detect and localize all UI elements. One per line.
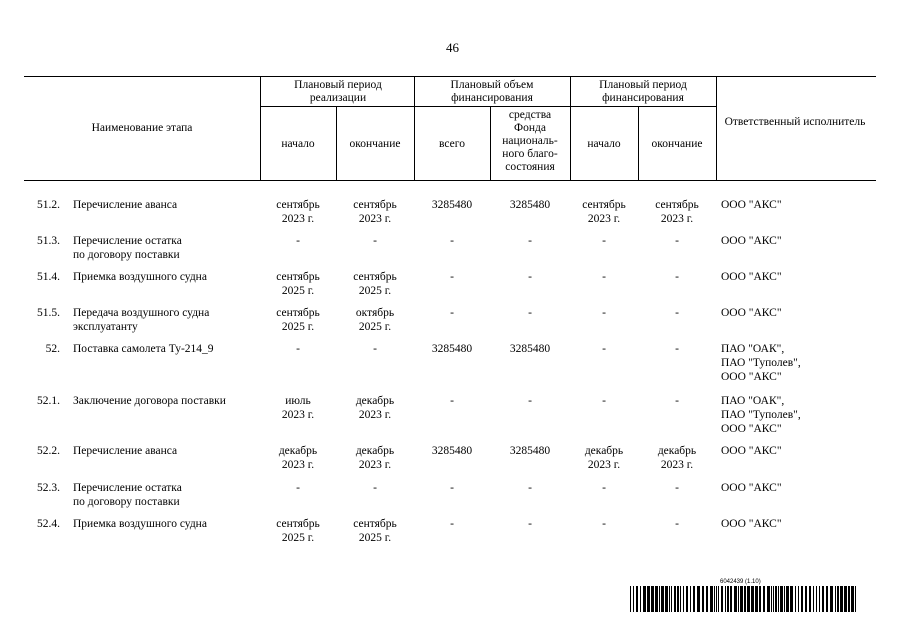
row-financing-start: - xyxy=(602,235,606,247)
row-realization-end: декабрь 2023 г. xyxy=(355,445,395,471)
col-divider xyxy=(414,76,415,180)
row-financing-start: декабрь 2023 г. xyxy=(584,445,624,471)
col-divider xyxy=(570,76,571,180)
row-financing-start: сентябрь 2023 г. xyxy=(582,199,626,225)
row-financing-end: декабрь 2023 г. xyxy=(657,445,697,471)
header-financing-total: всего xyxy=(439,138,465,150)
row-number: 51.2. xyxy=(37,199,60,211)
row-stage-name: Перечисление остатка по договору поставки xyxy=(73,235,182,261)
row-realization-end: сентябрь 2025 г. xyxy=(353,518,397,544)
row-stage-name: Приемка воздушного судна xyxy=(73,518,207,530)
row-financing-end: - xyxy=(675,271,679,283)
row-financing-end: сентябрь 2023 г. xyxy=(655,199,699,225)
header-financing-fund: средства Фонда националь- ного благо- состояния xyxy=(502,109,558,173)
row-financing-total: - xyxy=(450,235,454,247)
row-stage-name: Передача воздушного судна эксплуатанту xyxy=(73,307,210,333)
row-number: 52.2. xyxy=(37,445,60,457)
row-stage-name: Перечисление аванса xyxy=(73,199,178,211)
row-financing-total: 3285480 xyxy=(431,343,473,355)
row-realization-start: сентябрь 2025 г. xyxy=(276,271,320,297)
barcode-icon xyxy=(630,586,856,612)
row-realization-start: сентябрь 2023 г. xyxy=(276,199,320,225)
row-responsible: ООО "АКС" xyxy=(721,199,782,211)
row-financing-fund: - xyxy=(528,482,532,494)
row-financing-end: - xyxy=(675,235,679,247)
header-financing-start: начало xyxy=(587,138,621,150)
row-number: 52. xyxy=(45,343,60,355)
row-financing-fund: - xyxy=(528,307,532,319)
row-realization-start: - xyxy=(296,235,300,247)
row-responsible: ООО "АКС" xyxy=(721,445,782,457)
row-number: 52.4. xyxy=(37,518,60,530)
row-realization-end: декабрь 2023 г. xyxy=(355,395,395,421)
col-divider xyxy=(716,76,717,180)
row-stage-name: Перечисление остатка по договору поставки xyxy=(73,482,182,508)
header-realization-start: начало xyxy=(281,138,315,150)
row-stage-name: Поставка самолета Ту-214_9 xyxy=(73,343,214,355)
row-financing-total: - xyxy=(450,307,454,319)
row-stage-name: Приемка воздушного судна xyxy=(73,271,207,283)
row-financing-start: - xyxy=(602,395,606,407)
row-financing-end: - xyxy=(675,518,679,530)
header-plan-volume-financing: Плановый объем финансирования xyxy=(450,79,534,104)
header-realization-end: окончание xyxy=(349,138,401,150)
row-realization-end: - xyxy=(373,482,377,494)
row-financing-end: - xyxy=(675,395,679,407)
row-number: 51.4. xyxy=(37,271,60,283)
row-number: 51.5. xyxy=(37,307,60,319)
row-responsible: ООО "АКС" xyxy=(721,518,782,530)
row-responsible: ООО "АКС" xyxy=(721,235,782,247)
row-realization-start: декабрь 2023 г. xyxy=(278,445,318,471)
row-stage-name: Перечисление аванса xyxy=(73,445,178,457)
row-financing-fund: - xyxy=(528,271,532,283)
row-financing-end: - xyxy=(675,307,679,319)
table-top-border xyxy=(24,76,876,77)
table-header-bottom-border xyxy=(24,180,876,181)
row-responsible: ООО "АКС" xyxy=(721,307,782,319)
row-financing-fund: - xyxy=(528,235,532,247)
row-realization-end: октябрь 2025 г. xyxy=(355,307,395,333)
row-financing-fund: - xyxy=(528,395,532,407)
row-financing-total: 3285480 xyxy=(431,199,473,211)
row-number: 52.3. xyxy=(37,482,60,494)
row-responsible: ПАО "ОАК", ПАО "Туполев", ООО "АКС" xyxy=(721,395,801,435)
row-financing-end: - xyxy=(675,482,679,494)
row-financing-end: - xyxy=(675,343,679,355)
page-number: 46 xyxy=(446,40,459,55)
row-financing-fund: - xyxy=(528,518,532,530)
row-responsible: ПАО "ОАК", ПАО "Туполев", ООО "АКС" xyxy=(721,343,801,383)
subheader-divider xyxy=(260,106,716,107)
header-plan-period-financing: Плановый период финансирования xyxy=(599,79,687,104)
row-financing-start: - xyxy=(602,343,606,355)
row-realization-end: сентябрь 2025 г. xyxy=(353,271,397,297)
row-financing-total: - xyxy=(450,395,454,407)
row-realization-start: сентябрь 2025 г. xyxy=(276,518,320,544)
row-responsible: ООО "АКС" xyxy=(721,482,782,494)
row-financing-total: 3285480 xyxy=(431,445,473,457)
row-realization-start: сентябрь 2025 г. xyxy=(276,307,320,333)
header-plan-period-realization: Плановый период реализации xyxy=(294,79,382,104)
row-financing-total: - xyxy=(450,518,454,530)
barcode-label: 6042439 (1.10) xyxy=(720,579,761,585)
row-stage-name: Заключение договора поставки xyxy=(73,395,226,407)
row-financing-total: - xyxy=(450,482,454,494)
row-number: 52.1. xyxy=(37,395,60,407)
row-financing-fund: 3285480 xyxy=(509,445,551,457)
header-financing-end: окончание xyxy=(651,138,703,150)
row-realization-start: - xyxy=(296,482,300,494)
row-number: 51.3. xyxy=(37,235,60,247)
row-financing-start: - xyxy=(602,307,606,319)
row-realization-end: - xyxy=(373,343,377,355)
header-responsible: Ответственный исполнитель xyxy=(724,116,866,128)
row-financing-fund: 3285480 xyxy=(509,343,551,355)
col-divider xyxy=(260,76,261,180)
row-responsible: ООО "АКС" xyxy=(721,271,782,283)
row-realization-start: июль 2023 г. xyxy=(281,395,315,421)
row-realization-start: - xyxy=(296,343,300,355)
row-financing-start: - xyxy=(602,518,606,530)
header-stage-name: Наименование этапа xyxy=(91,122,193,134)
row-financing-total: - xyxy=(450,271,454,283)
row-financing-fund: 3285480 xyxy=(509,199,551,211)
row-financing-start: - xyxy=(602,482,606,494)
row-realization-end: - xyxy=(373,235,377,247)
row-realization-end: сентябрь 2023 г. xyxy=(353,199,397,225)
row-financing-start: - xyxy=(602,271,606,283)
